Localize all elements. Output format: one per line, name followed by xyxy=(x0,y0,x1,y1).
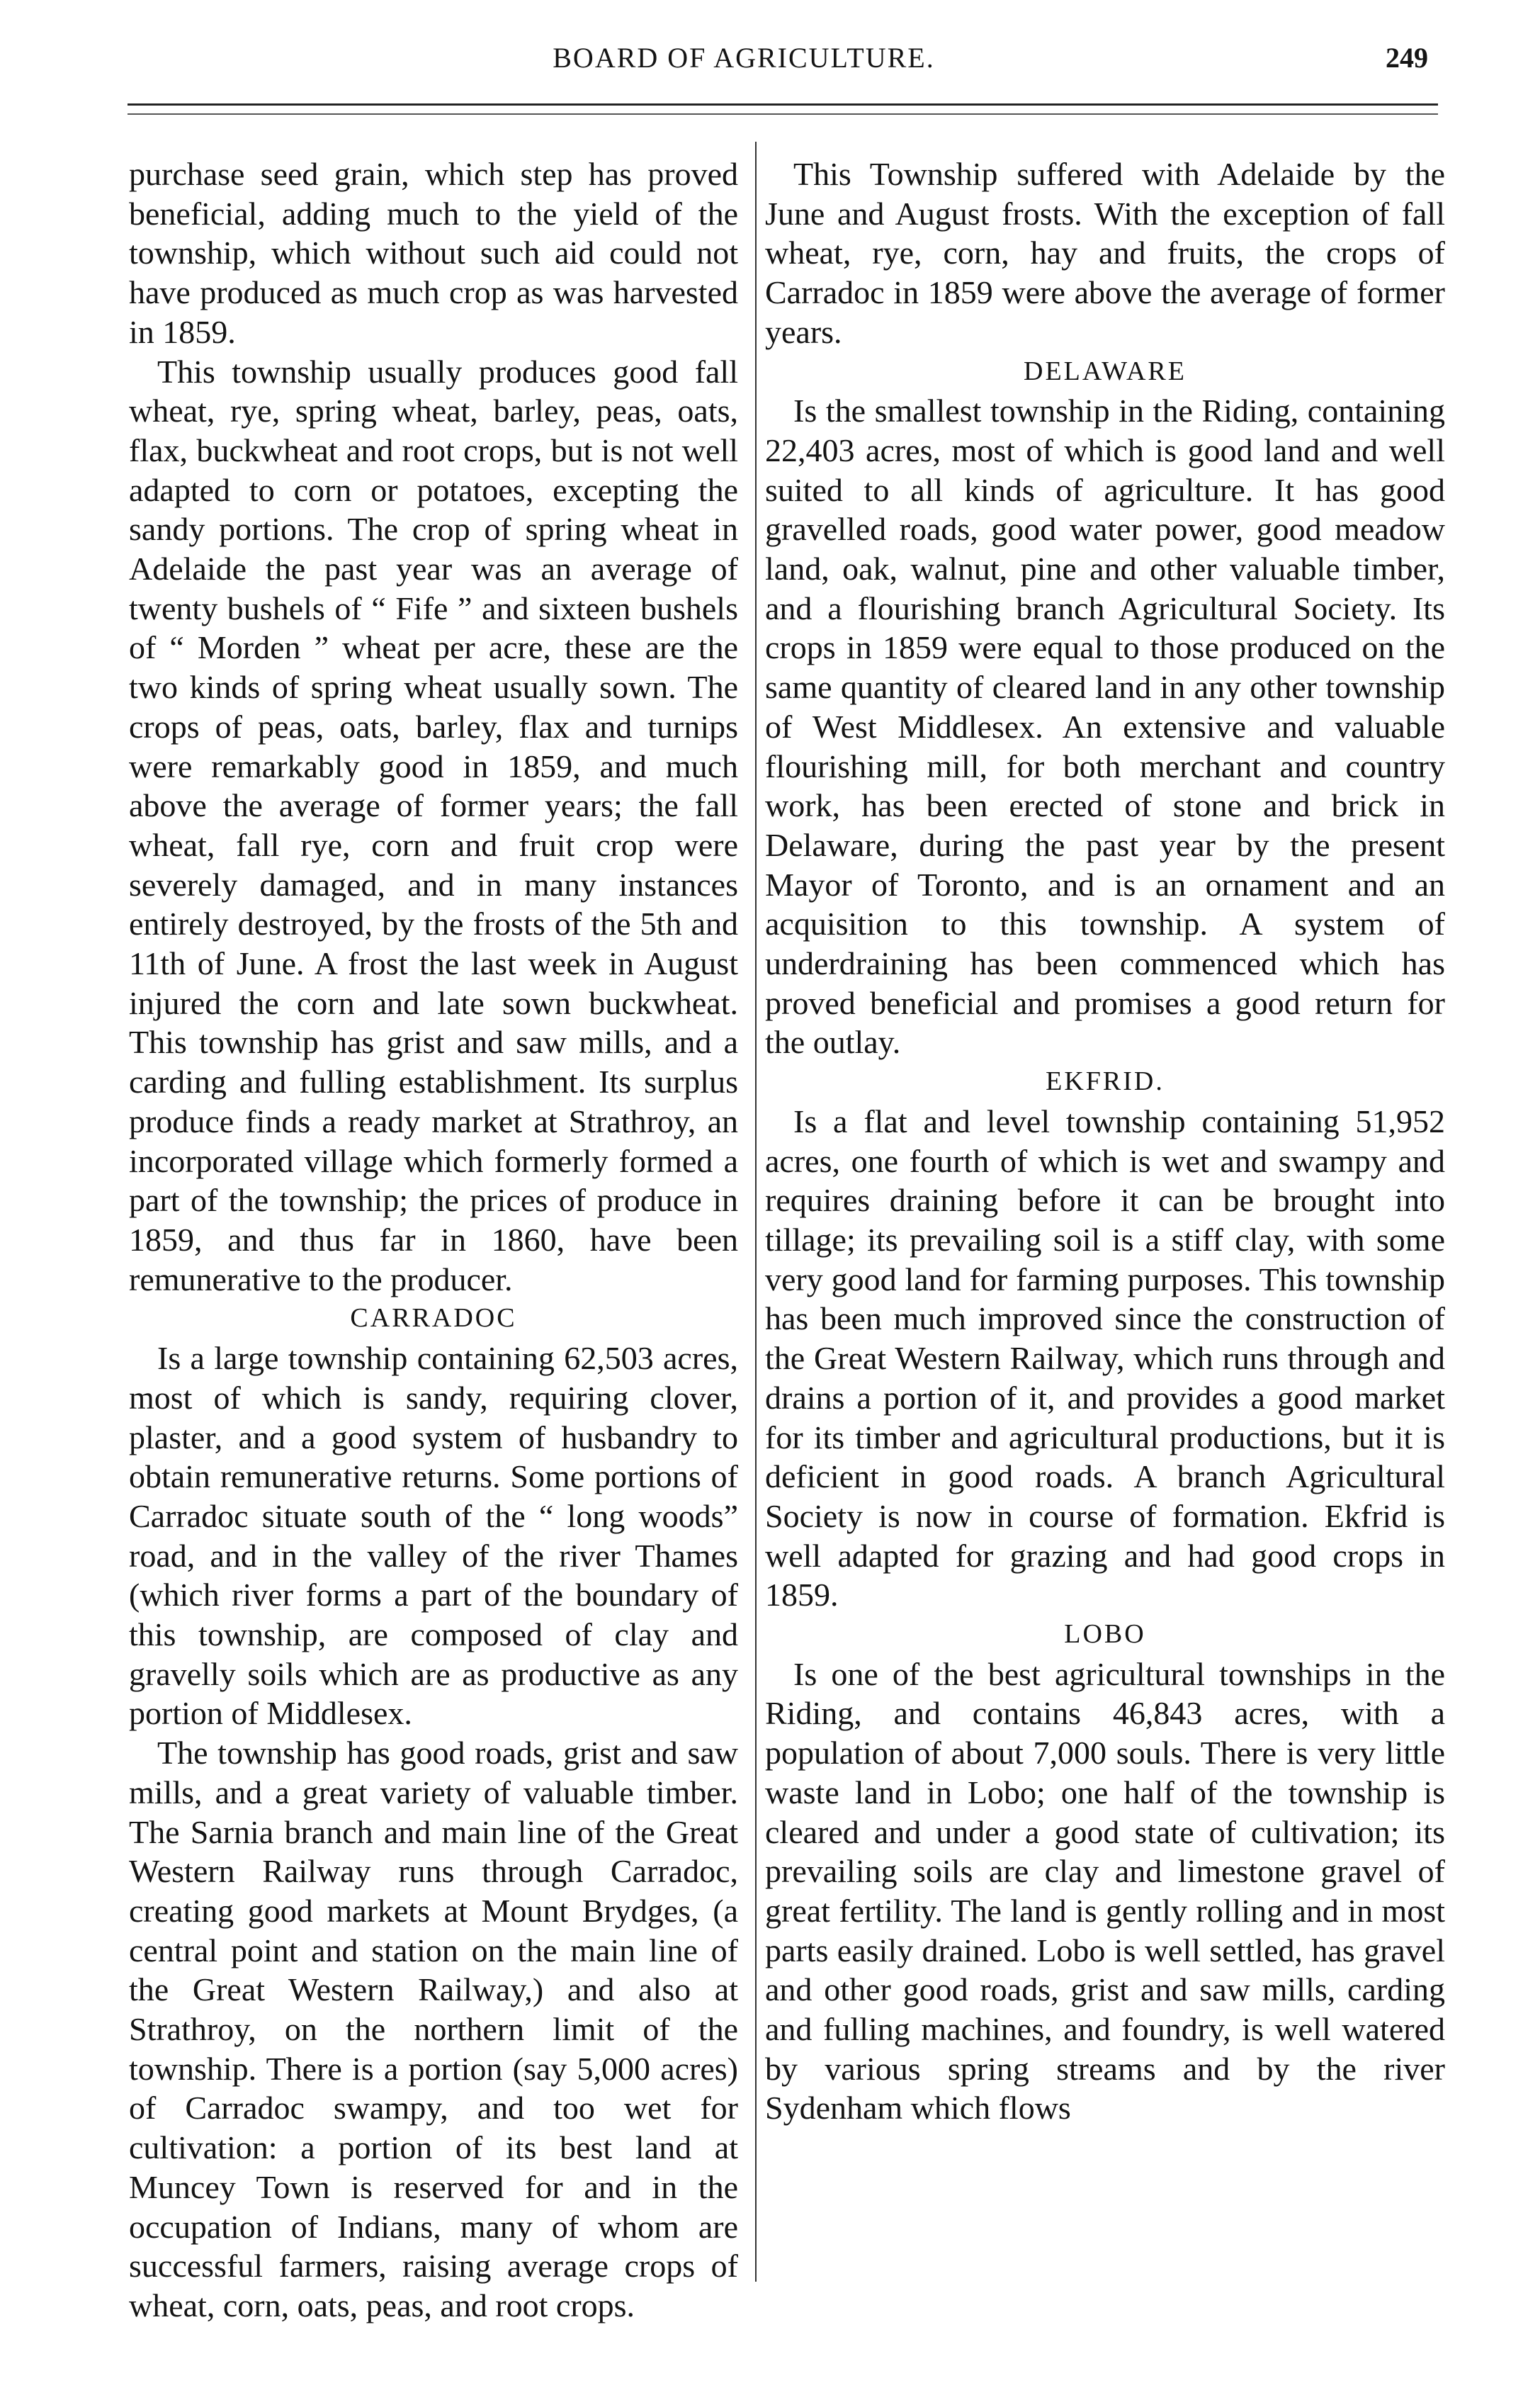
heading-carradoc: CARRADOC xyxy=(350,1303,517,1334)
left-paragraph-carradoc: Is a large township containing 62,503 acres, most of which is sandy, requiring clover, plaster, and a good system of husbandry to obtain remunerative returns. Some portions of Carradoc situate south of the “ long woods” road, and in the valley of the river Thames (which river forms a part of the boundary of this township, are composed of clay and gravelly soils which are as productive as any portion of Middlesex. xyxy=(129,1340,738,1732)
header-rule-thin xyxy=(128,113,1438,115)
heading-ekfrid: EKFRID. xyxy=(1046,1066,1165,1097)
page-number: 249 xyxy=(1386,42,1428,74)
running-header xyxy=(0,41,1540,84)
right-paragraph-ekfrid: Is a flat and level township containing 51,952 acres, one fourth of which is wet and swampy and requires draining before it can be brought into tillage; its prevailing soil is a stiff clay, with some very good land for farming purposes. This township has been much improved since the construction of the Great Western Railway, which runs through and drains a portion of it, and provides a good market for its timber and agricultural productions, but it is deficient in good roads. A branch Agricultural Society is now in course of formation. Ekfrid is well adapted for grazing and had good crops in 1859. xyxy=(765,1103,1445,1613)
right-column xyxy=(765,154,1445,2128)
left-paragraph-continued: purchase seed grain, which step has proved beneficial, adding much to the yield of the township, which without such aid could not have produced as much crop as was harvested in 1859. xyxy=(129,156,738,350)
left-paragraph-adelaide: This township usually produces good fall wheat, rye, spring wheat, barley, peas, oats, flax, buckwheat and root crops, but is not well adapted to corn or potatoes, excepting the sandy portions. The crop of spring wheat in Adelaide the past year was an average of twenty bushels of “ Fife ” and sixteen bushels of “ Morden ” wheat per acre, these are the two kinds of spring wheat usually sown. The crops of peas, oats, barley, flax and turnips were remarkably good in 1859, and much above the average of former years; the fall wheat, fall rye, corn and fruit crop were severely damaged, and in many instances entirely destroyed, by the frosts of the 5th and 11th of June. A frost the last week in August injured the corn and late sown buckwheat. This township has grist and saw mills, and a carding and fulling establishment. Its surplus produce finds a ready market at Strathroy, an incorporated village which formerly formed a part of the township; the prices of produce in 1859, and thus far in 1860, have been remunerative to the producer. xyxy=(129,353,738,1297)
column-divider xyxy=(755,142,757,2282)
left-column xyxy=(129,154,738,2326)
heading-delaware: DELAWARE xyxy=(1024,356,1187,386)
running-title: BOARD OF AGRICULTURE. xyxy=(553,42,935,74)
right-paragraph-frosts: This Township suffered with Adelaide by the June and August frosts. With the exception of fall wheat, rye, corn, hay and fruits, the crops of Carradoc in 1859 were above the average of former years. xyxy=(765,156,1445,350)
right-paragraph-lobo: Is one of the best agricultural townships in the Riding, and contains 46,843 acres, with a population of about 7,000 souls. There is very little waste land in Lobo; one half of the township is cleared and under a good state of cultivation; its prevailing soils are clay and limestone gravel of great fertility. The land is gently rolling and in most parts easily drained. Lobo is well settled, has gravel and other good roads, grist and saw mills, carding and fulling machines, and foundry, is well watered by various spring streams and by the river Sydenham which flows xyxy=(765,1655,1445,2126)
right-paragraph-delaware: Is the smallest township in the Riding, containing 22,403 acres, most of which is good land and well suited to all kinds of agriculture. It has good gravelled roads, good water power, good meadow land, oak, walnut, pine and other valuable timber, and a flourishing branch Agricultural Society. Its crops in 1859 were equal to those produced on the same quantity of cleared land in any other township of West Middlesex. An extensive and valuable flourishing mill, for both merchant and country work, has been erected of stone and brick in Delaware, during the past year by the present Mayor of Toronto, and is an ornament and an acquisition to this township. A system of underdraining has been commenced which has proved beneficial and promises a good return for the outlay. xyxy=(765,393,1445,1061)
heading-lobo: LOBO xyxy=(1064,1619,1146,1650)
left-paragraph-carradoc-roads: The township has good roads, grist and saw mills, and a great variety of valuable timber. The Sarnia branch and main line of the Great Western Railway runs through Carradoc, creating good markets at Mount Brydges, (a central point and station on the main line of the Great Western Railway,) and also at Strathroy, on the northern limit of the township. There is a portion (say 5,000 acres) of Carradoc swampy, and too wet for cultivation: a portion of its best land at Muncey Town is reserved for and in the occupation of Indians, many of whom are successful farmers, raising average crops of wheat, corn, oats, peas, and root crops. xyxy=(129,1735,738,2323)
header-rule xyxy=(128,103,1438,106)
